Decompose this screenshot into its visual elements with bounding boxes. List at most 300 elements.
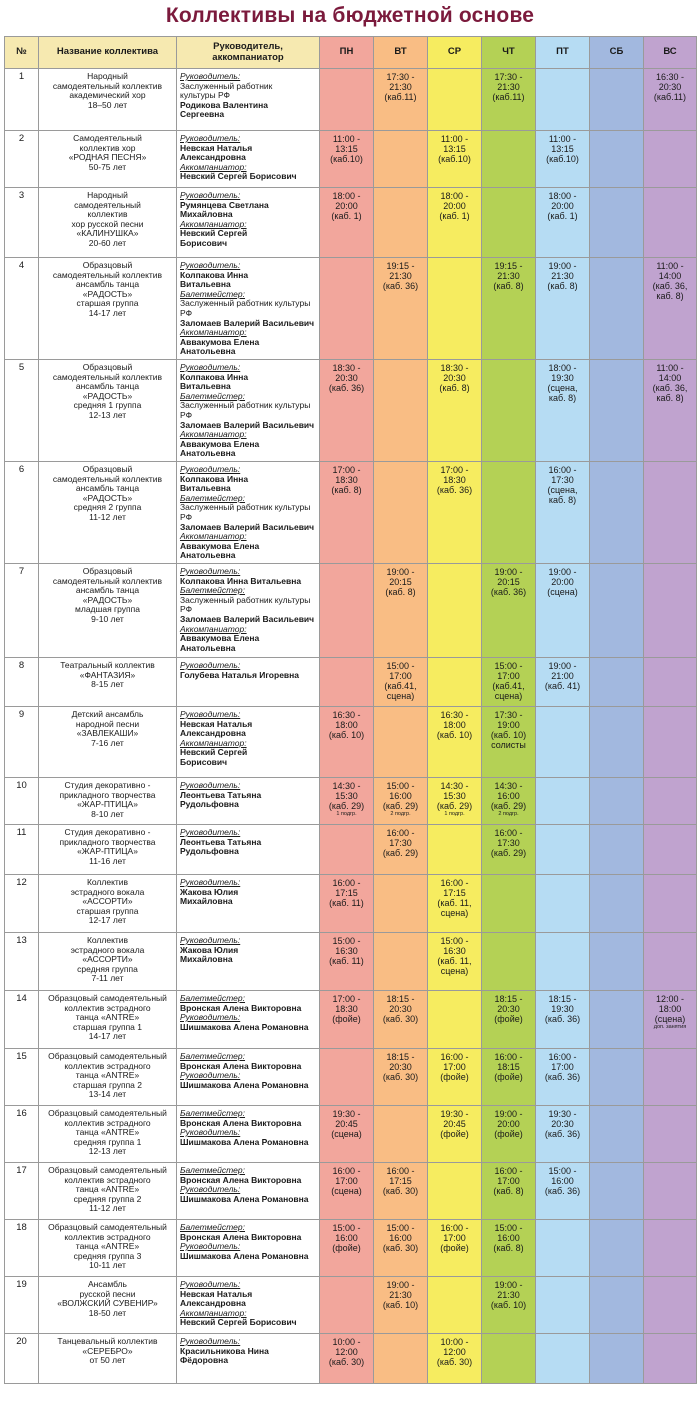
staff-name: Аввакумова Елена Анатольевна — [180, 336, 260, 357]
schedule-cell-fri — [536, 1162, 590, 1219]
schedule-cell-wed — [428, 258, 482, 360]
table-row — [5, 258, 697, 360]
schedule-cell-wed — [428, 874, 482, 932]
schedule-cell-sat — [590, 258, 644, 360]
staff-name: Невский Сергей Борисович — [180, 171, 297, 182]
collective-name-cell — [39, 359, 177, 461]
collective-name-cell — [39, 824, 177, 874]
staff-cell — [177, 258, 320, 360]
staff-name: Невская Наталья Александровна — [180, 718, 253, 739]
collective-name-cell — [39, 874, 177, 932]
schedule-cell-thu — [482, 824, 536, 874]
staff-name: Невский Сергей Борисович — [180, 747, 248, 767]
staff-role: Балетмейстер: — [180, 390, 246, 401]
schedule-cell-sun — [644, 874, 697, 932]
schedule-cell-sat — [590, 777, 644, 824]
collective-name-cell — [39, 777, 177, 824]
table-row — [5, 359, 697, 461]
staff-name: Шишмакова Алена Романовна — [180, 1136, 309, 1147]
collective-name-cell — [39, 706, 177, 777]
schedule-cell-thu — [482, 932, 536, 990]
session-time: 19:30 - 20:45 (сцена) — [331, 1108, 362, 1139]
header-day-mon: ПН — [320, 37, 374, 69]
row-number: 13 — [5, 932, 39, 990]
session-note: 2 подгр. — [498, 810, 519, 817]
table-row — [5, 69, 697, 131]
staff-name: Колпакова Инна Витальевна — [180, 473, 249, 494]
schedule-cell-sat — [590, 706, 644, 777]
schedule-cell-sun — [644, 188, 697, 258]
schedule-cell-fri — [536, 1333, 590, 1383]
row-number: 12 — [5, 874, 39, 932]
collective-name: Танцевальный коллектив «СЕРЕБРО» от 50 лет — [57, 1335, 158, 1366]
schedule-cell-sat — [590, 1276, 644, 1333]
collective-name: Студия декоративно - прикладного творчества «ЖАР-ПТИЦА» 8-10 лет — [59, 779, 156, 819]
staff-role: Балетмейстер: — [180, 1107, 246, 1118]
staff-name: Вронская Алена Викторовна — [180, 1231, 302, 1242]
collective-name: Образцовый самодеятельный коллектив ансамбль танца «РАДОСТЬ» старшая группа 14-17 лет — [52, 260, 163, 318]
schedule-cell-tue — [374, 932, 428, 990]
staff-role: Руководитель: — [180, 190, 241, 200]
session-time: 12:00 - 18:00 (сцена) — [654, 993, 686, 1024]
session-time: 19:00 - 20:15 (каб. 8) — [385, 566, 416, 597]
schedule-cell-tue — [374, 359, 428, 461]
staff-role: Аккомпаниатор: — [180, 161, 247, 172]
schedule-cell-mon — [320, 777, 374, 824]
table-row — [5, 777, 697, 824]
schedule-cell-sat — [590, 824, 644, 874]
schedule-table — [4, 36, 697, 1384]
schedule-cell-sun — [644, 1048, 697, 1105]
schedule-cell-tue — [374, 563, 428, 657]
schedule-cell-mon — [320, 131, 374, 188]
staff-role: Руководитель: — [180, 826, 241, 837]
row-number: 19 — [5, 1276, 39, 1333]
staff-cell — [177, 1276, 320, 1333]
staff-name: Невская Наталья Александровна — [180, 1288, 253, 1309]
staff-name: Аввакумова Елена Анатольевна — [180, 633, 260, 653]
table-row — [5, 874, 697, 932]
staff-cell — [177, 1162, 320, 1219]
schedule-cell-tue — [374, 990, 428, 1048]
table-row — [5, 824, 697, 874]
staff-role: Руководитель: — [180, 934, 241, 945]
session-time: 15:00 - 16:00 (каб. 30) — [382, 1222, 419, 1253]
schedule-cell-sat — [590, 932, 644, 990]
header-row — [5, 37, 697, 69]
session-time: 18:15 - 20:30 (фойе) — [494, 993, 523, 1024]
staff-role: Руководитель: — [180, 133, 241, 143]
staff-name: Румянцева Светлана Михайловна — [180, 199, 269, 220]
session-time: 17:30 - 19:00 (каб. 10) солисты — [490, 709, 527, 750]
collective-name-cell — [39, 990, 177, 1048]
staff-role: Руководитель: — [180, 463, 241, 474]
schedule-cell-sat — [590, 461, 644, 563]
schedule-cell-wed — [428, 706, 482, 777]
schedule-cell-sun — [644, 1219, 697, 1276]
schedule-cell-wed — [428, 932, 482, 990]
schedule-cell-wed — [428, 1048, 482, 1105]
row-number: 1 — [5, 69, 39, 131]
row-number: 6 — [5, 461, 39, 563]
staff-role: Руководитель: — [180, 1184, 241, 1195]
session-time: 16:30 - 20:30 (каб.11) — [653, 72, 687, 102]
schedule-cell-mon — [320, 461, 374, 563]
schedule-cell-thu — [482, 461, 536, 563]
schedule-cell-sun — [644, 69, 697, 131]
schedule-cell-fri — [536, 1048, 590, 1105]
schedule-cell-sat — [590, 657, 644, 706]
session-time: 11:00 - 13:15 (каб.10) — [438, 134, 471, 164]
session-time: 16:00 - 17:00 (фойе) — [440, 1051, 469, 1082]
schedule-cell-tue — [374, 824, 428, 874]
session-time: 16:00 - 17:30 (каб. 29) — [382, 827, 419, 858]
collective-name-cell — [39, 461, 177, 563]
row-number: 4 — [5, 258, 39, 360]
schedule-cell-wed — [428, 1333, 482, 1383]
schedule-cell-thu — [482, 69, 536, 131]
staff-name: Шишмакова Алена Романовна — [180, 1193, 309, 1204]
staff-name: Колпакова Инна Витальевна — [180, 371, 249, 392]
collective-name-cell — [39, 1333, 177, 1383]
session-time: 15:00 - 16:00 (каб. 36) — [544, 1165, 581, 1196]
staff-role: Руководитель: — [180, 779, 241, 790]
schedule-cell-tue — [374, 461, 428, 563]
schedule-cell-fri — [536, 1276, 590, 1333]
table-row — [5, 990, 697, 1048]
staff-cell — [177, 1333, 320, 1383]
schedule-cell-tue — [374, 258, 428, 360]
staff-cell — [177, 461, 320, 563]
table-row — [5, 1219, 697, 1276]
schedule-cell-wed — [428, 69, 482, 131]
schedule-cell-thu — [482, 1048, 536, 1105]
schedule-cell-mon — [320, 188, 374, 258]
schedule-cell-thu — [482, 657, 536, 706]
session-time: 17:00 - 18:30 (каб. 36) — [436, 464, 473, 495]
session-note: доп. занятия — [653, 1023, 687, 1030]
row-number: 9 — [5, 706, 39, 777]
schedule-cell-thu — [482, 563, 536, 657]
row-number: 18 — [5, 1219, 39, 1276]
session-time: 16:00 - 17:00 (фойе) — [440, 1222, 469, 1253]
session-time: 19:00 - 21:30 (каб. 10) — [490, 1279, 527, 1310]
staff-role: Руководитель: — [180, 1335, 241, 1346]
table-row — [5, 1105, 697, 1162]
schedule-cell-mon — [320, 69, 374, 131]
collective-name-cell — [39, 657, 177, 706]
schedule-cell-fri — [536, 563, 590, 657]
schedule-cell-sun — [644, 131, 697, 188]
staff-name: Вронская Алена Викторовна — [180, 1174, 302, 1185]
row-number: 10 — [5, 777, 39, 824]
session-time: 19:15 - 21:30 (каб. 36) — [382, 261, 419, 291]
staff-name: Аввакумова Елена Анатольевна — [180, 540, 260, 561]
schedule-cell-mon — [320, 359, 374, 461]
staff-title: Заслуженный работник культуры РФ — [180, 594, 311, 615]
session-time: 18:15 - 20:30 (каб. 30) — [382, 993, 419, 1024]
session-time: 16:00 - 17:00 (каб. 8) — [493, 1165, 524, 1196]
session-time: 11:00 - 14:00 (каб. 36, каб. 8) — [652, 362, 688, 403]
schedule-cell-mon — [320, 1276, 374, 1333]
header-day-wed: СР — [428, 37, 482, 69]
staff-title: Заслуженный работник культуры РФ — [180, 400, 311, 420]
schedule-cell-fri — [536, 1219, 590, 1276]
collective-name-cell — [39, 69, 177, 131]
staff-role: Балетмейстер: — [180, 492, 246, 503]
session-time: 16:00 - 17:15 (каб. 11) — [329, 877, 364, 908]
collective-name-cell — [39, 1048, 177, 1105]
schedule-cell-fri — [536, 69, 590, 131]
table-row — [5, 1333, 697, 1383]
session-time: 19:00 - 21:30 (каб. 10) — [382, 1279, 419, 1310]
session-time: 14:30 - 16:00 (каб. 29) — [490, 780, 527, 811]
collective-name: Образцовый самодеятельный коллектив эстрадного танца «ANTRE» старшая группа 1 14-17 лет — [48, 992, 167, 1042]
staff-name: Заломаев Валерий Васильевич — [180, 317, 315, 328]
session-time: 18:00 - 19:30 (сцена, каб. 8) — [547, 362, 578, 403]
schedule-cell-tue — [374, 657, 428, 706]
session-note: 1 подгр. — [336, 810, 357, 817]
collective-name: Театральный коллектив «ФАНТАЗИЯ» 8-15 лет — [60, 659, 155, 690]
schedule-cell-sun — [644, 777, 697, 824]
collective-name-cell — [39, 1105, 177, 1162]
schedule-cell-fri — [536, 359, 590, 461]
schedule-cell-mon — [320, 1219, 374, 1276]
collective-name-cell — [39, 932, 177, 990]
schedule-cell-tue — [374, 1333, 428, 1383]
header-day-sun: ВС — [644, 37, 697, 69]
table-row — [5, 706, 697, 777]
table-row — [5, 461, 697, 563]
schedule-cell-sat — [590, 1219, 644, 1276]
staff-name: Невский Сергей Борисович — [180, 1317, 297, 1328]
schedule-cell-wed — [428, 131, 482, 188]
schedule-cell-mon — [320, 563, 374, 657]
session-time: 15:00 - 16:00 (каб. 29) — [382, 780, 419, 811]
schedule-cell-sat — [590, 563, 644, 657]
staff-name: Колпакова Инна Витальевна — [180, 575, 302, 586]
session-note: 1 подгр. — [444, 810, 465, 817]
collective-name: Коллектив эстрадного вокала «АССОРТИ» старшая группа 12-17 лет — [70, 876, 145, 926]
row-number: 16 — [5, 1105, 39, 1162]
staff-role: Руководитель: — [180, 876, 241, 887]
schedule-cell-thu — [482, 131, 536, 188]
session-time: 18:15 - 20:30 (каб. 30) — [382, 1051, 419, 1082]
table-row — [5, 563, 697, 657]
schedule-cell-wed — [428, 563, 482, 657]
staff-role: Руководитель: — [180, 1127, 241, 1138]
session-time: 16:30 - 18:00 (каб. 10) — [436, 709, 473, 740]
schedule-cell-thu — [482, 188, 536, 258]
schedule-cell-thu — [482, 1276, 536, 1333]
staff-role: Аккомпаниатор: — [180, 327, 247, 338]
staff-cell — [177, 188, 320, 258]
staff-cell — [177, 874, 320, 932]
staff-role: Балетмейстер: — [180, 585, 246, 596]
session-time: 16:00 - 17:30 (каб. 29) — [490, 827, 527, 858]
staff-role: Руководитель: — [180, 1241, 241, 1252]
table-row — [5, 1162, 697, 1219]
session-time: 19:30 - 20:30 (каб. 36) — [544, 1108, 581, 1139]
table-row — [5, 131, 697, 188]
schedule-cell-sun — [644, 359, 697, 461]
staff-role: Руководитель: — [180, 565, 241, 576]
staff-name: Заломаев Валерий Васильевич — [180, 521, 315, 532]
schedule-cell-mon — [320, 990, 374, 1048]
staff-role: Аккомпаниатор: — [180, 218, 247, 229]
header-day-fri: ПТ — [536, 37, 590, 69]
staff-name: Жакова Юлия Михайловна — [180, 886, 239, 907]
schedule-cell-wed — [428, 824, 482, 874]
staff-cell — [177, 563, 320, 657]
row-number: 17 — [5, 1162, 39, 1219]
schedule-cell-fri — [536, 461, 590, 563]
schedule-cell-sun — [644, 1162, 697, 1219]
schedule-cell-tue — [374, 706, 428, 777]
schedule-cell-sun — [644, 932, 697, 990]
staff-name: Вронская Алена Викторовна — [180, 1060, 302, 1071]
schedule-cell-thu — [482, 359, 536, 461]
schedule-cell-sat — [590, 1333, 644, 1383]
schedule-cell-mon — [320, 1162, 374, 1219]
collective-name-cell — [39, 188, 177, 258]
staff-role: Руководитель: — [180, 708, 241, 719]
staff-name: Голубева Наталья Игоревна — [180, 669, 300, 680]
header-leader: Руководитель, аккомпаниатор — [177, 37, 320, 69]
staff-role: Балетмейстер: — [180, 1221, 246, 1232]
session-time: 11:00 - 14:00 (каб. 36, каб. 8) — [652, 261, 688, 301]
session-time: 18:30 - 20:30 (каб. 36) — [328, 362, 365, 393]
session-time: 15:00 - 16:00 (фойе) — [332, 1222, 361, 1253]
staff-role: Аккомпаниатор: — [180, 737, 247, 748]
schedule-cell-sun — [644, 824, 697, 874]
staff-role: Руководитель: — [180, 260, 241, 270]
session-time: 15:00 - 17:00 (каб.41, сцена) — [384, 660, 417, 701]
schedule-cell-tue — [374, 777, 428, 824]
row-number: 2 — [5, 131, 39, 188]
session-time: 17:30 - 21:30 (каб.11) — [492, 72, 525, 102]
collective-name: Самодеятельный коллектив хор «РОДНАЯ ПЕСНЯ» 50-75 лет — [68, 133, 147, 172]
session-time: 19:30 - 20:45 (фойе) — [440, 1108, 469, 1139]
staff-title: Заслуженный работник культуры РФ — [180, 80, 273, 101]
schedule-cell-fri — [536, 188, 590, 258]
session-time: 19:00 - 21:00 (каб. 41) — [544, 660, 581, 691]
session-note: 2 подгр. — [390, 810, 411, 817]
header-name: Название коллектива — [39, 37, 177, 69]
session-time: 17:00 - 18:30 (каб. 8) — [331, 464, 362, 495]
session-time: 16:30 - 18:00 (каб. 10) — [328, 709, 365, 740]
schedule-cell-sat — [590, 990, 644, 1048]
collective-name: Образцовый самодеятельный коллектив ансамбль танца «РАДОСТЬ» средняя 2 группа 11-12 лет — [52, 463, 163, 522]
session-time: 19:15 - 21:30 (каб. 8) — [493, 261, 524, 291]
schedule-cell-mon — [320, 706, 374, 777]
schedule-cell-wed — [428, 990, 482, 1048]
session-time: 16:00 - 17:15 (каб. 11, сцена) — [437, 877, 472, 918]
schedule-cell-wed — [428, 1105, 482, 1162]
collective-name: Образцовый самодеятельный коллектив эстрадного танца «ANTRE» старшая группа 2 13-14 лет — [48, 1050, 167, 1100]
schedule-cell-tue — [374, 1105, 428, 1162]
session-time: 19:00 - 20:00 (сцена) — [547, 566, 578, 597]
staff-title: Заслуженный работник культуры РФ — [180, 298, 311, 318]
schedule-cell-sun — [644, 461, 697, 563]
schedule-cell-sat — [590, 69, 644, 131]
staff-role: Аккомпаниатор: — [180, 429, 247, 440]
schedule-cell-sun — [644, 1105, 697, 1162]
session-time: 15:00 - 16:30 (каб. 11) — [329, 935, 364, 966]
staff-name: Родикова Валентина Сергеевна — [180, 99, 268, 120]
collective-name: Народный самодеятельный коллектив хор русской песни «КАЛИНУШКА» 20-60 лет — [71, 190, 144, 248]
schedule-cell-tue — [374, 188, 428, 258]
header-day-tue: ВТ — [374, 37, 428, 69]
staff-name: Аввакумова Елена Анатольевна — [180, 438, 260, 459]
schedule-cell-sat — [590, 1162, 644, 1219]
session-time: 11:00 - 13:15 (каб.10) — [330, 134, 363, 164]
schedule-cell-mon — [320, 1333, 374, 1383]
schedule-cell-sun — [644, 258, 697, 360]
schedule-cell-fri — [536, 990, 590, 1048]
session-time: 18:00 - 20:00 (каб. 1) — [439, 191, 470, 221]
staff-role: Руководитель: — [180, 659, 241, 670]
table-row — [5, 657, 697, 706]
schedule-cell-wed — [428, 1219, 482, 1276]
schedule-cell-fri — [536, 258, 590, 360]
session-time: 17:00 - 18:30 (фойе) — [332, 993, 361, 1024]
staff-cell — [177, 932, 320, 990]
table-row — [5, 1048, 697, 1105]
staff-name: Леонтьева Татьяна Рудольфовна — [180, 789, 262, 810]
staff-cell — [177, 706, 320, 777]
schedule-cell-wed — [428, 1276, 482, 1333]
schedule-cell-fri — [536, 932, 590, 990]
page-title: Коллективы на бюджетной основе — [165, 4, 535, 27]
collective-name-cell — [39, 1276, 177, 1333]
session-time: 16:00 - 18:15 (фойе) — [494, 1051, 523, 1082]
schedule-cell-sun — [644, 990, 697, 1048]
staff-name: Красильникова Нина Фёдоровна — [180, 1345, 269, 1366]
schedule-cell-fri — [536, 1105, 590, 1162]
schedule-cell-thu — [482, 990, 536, 1048]
schedule-cell-wed — [428, 188, 482, 258]
collective-name: Коллектив эстрадного вокала «АССОРТИ» средняя группа 7-11 лет — [70, 934, 145, 984]
collective-name: Образцовый самодеятельный коллектив эстрадного танца «ANTRE» средняя группа 3 10-11 лет — [48, 1221, 167, 1271]
session-time: 10:00 - 12:00 (каб. 30) — [436, 1336, 473, 1367]
schedule-cell-mon — [320, 932, 374, 990]
staff-role: Руководитель: — [180, 1012, 241, 1023]
staff-role: Руководитель: — [180, 1070, 241, 1081]
schedule-cell-mon — [320, 824, 374, 874]
session-time: 16:00 - 17:15 (каб. 30) — [382, 1165, 419, 1196]
staff-name: Невская Наталья Александровна — [180, 142, 253, 163]
schedule-cell-tue — [374, 131, 428, 188]
schedule-cell-tue — [374, 1276, 428, 1333]
schedule-cell-mon — [320, 258, 374, 360]
schedule-cell-sun — [644, 1276, 697, 1333]
schedule-cell-thu — [482, 777, 536, 824]
schedule-cell-fri — [536, 824, 590, 874]
session-time: 15:00 - 16:00 (каб. 8) — [493, 1222, 524, 1253]
schedule-cell-thu — [482, 1219, 536, 1276]
header-day-sat: СБ — [590, 37, 644, 69]
row-number: 11 — [5, 824, 39, 874]
schedule-cell-sat — [590, 1048, 644, 1105]
session-time: 18:15 - 19:30 (каб. 36) — [544, 993, 581, 1024]
session-time: 10:00 - 12:00 (каб. 30) — [328, 1336, 365, 1367]
schedule-cell-thu — [482, 874, 536, 932]
schedule-cell-tue — [374, 1219, 428, 1276]
schedule-cell-mon — [320, 1105, 374, 1162]
staff-cell — [177, 359, 320, 461]
staff-role: Аккомпаниатор: — [180, 531, 247, 542]
